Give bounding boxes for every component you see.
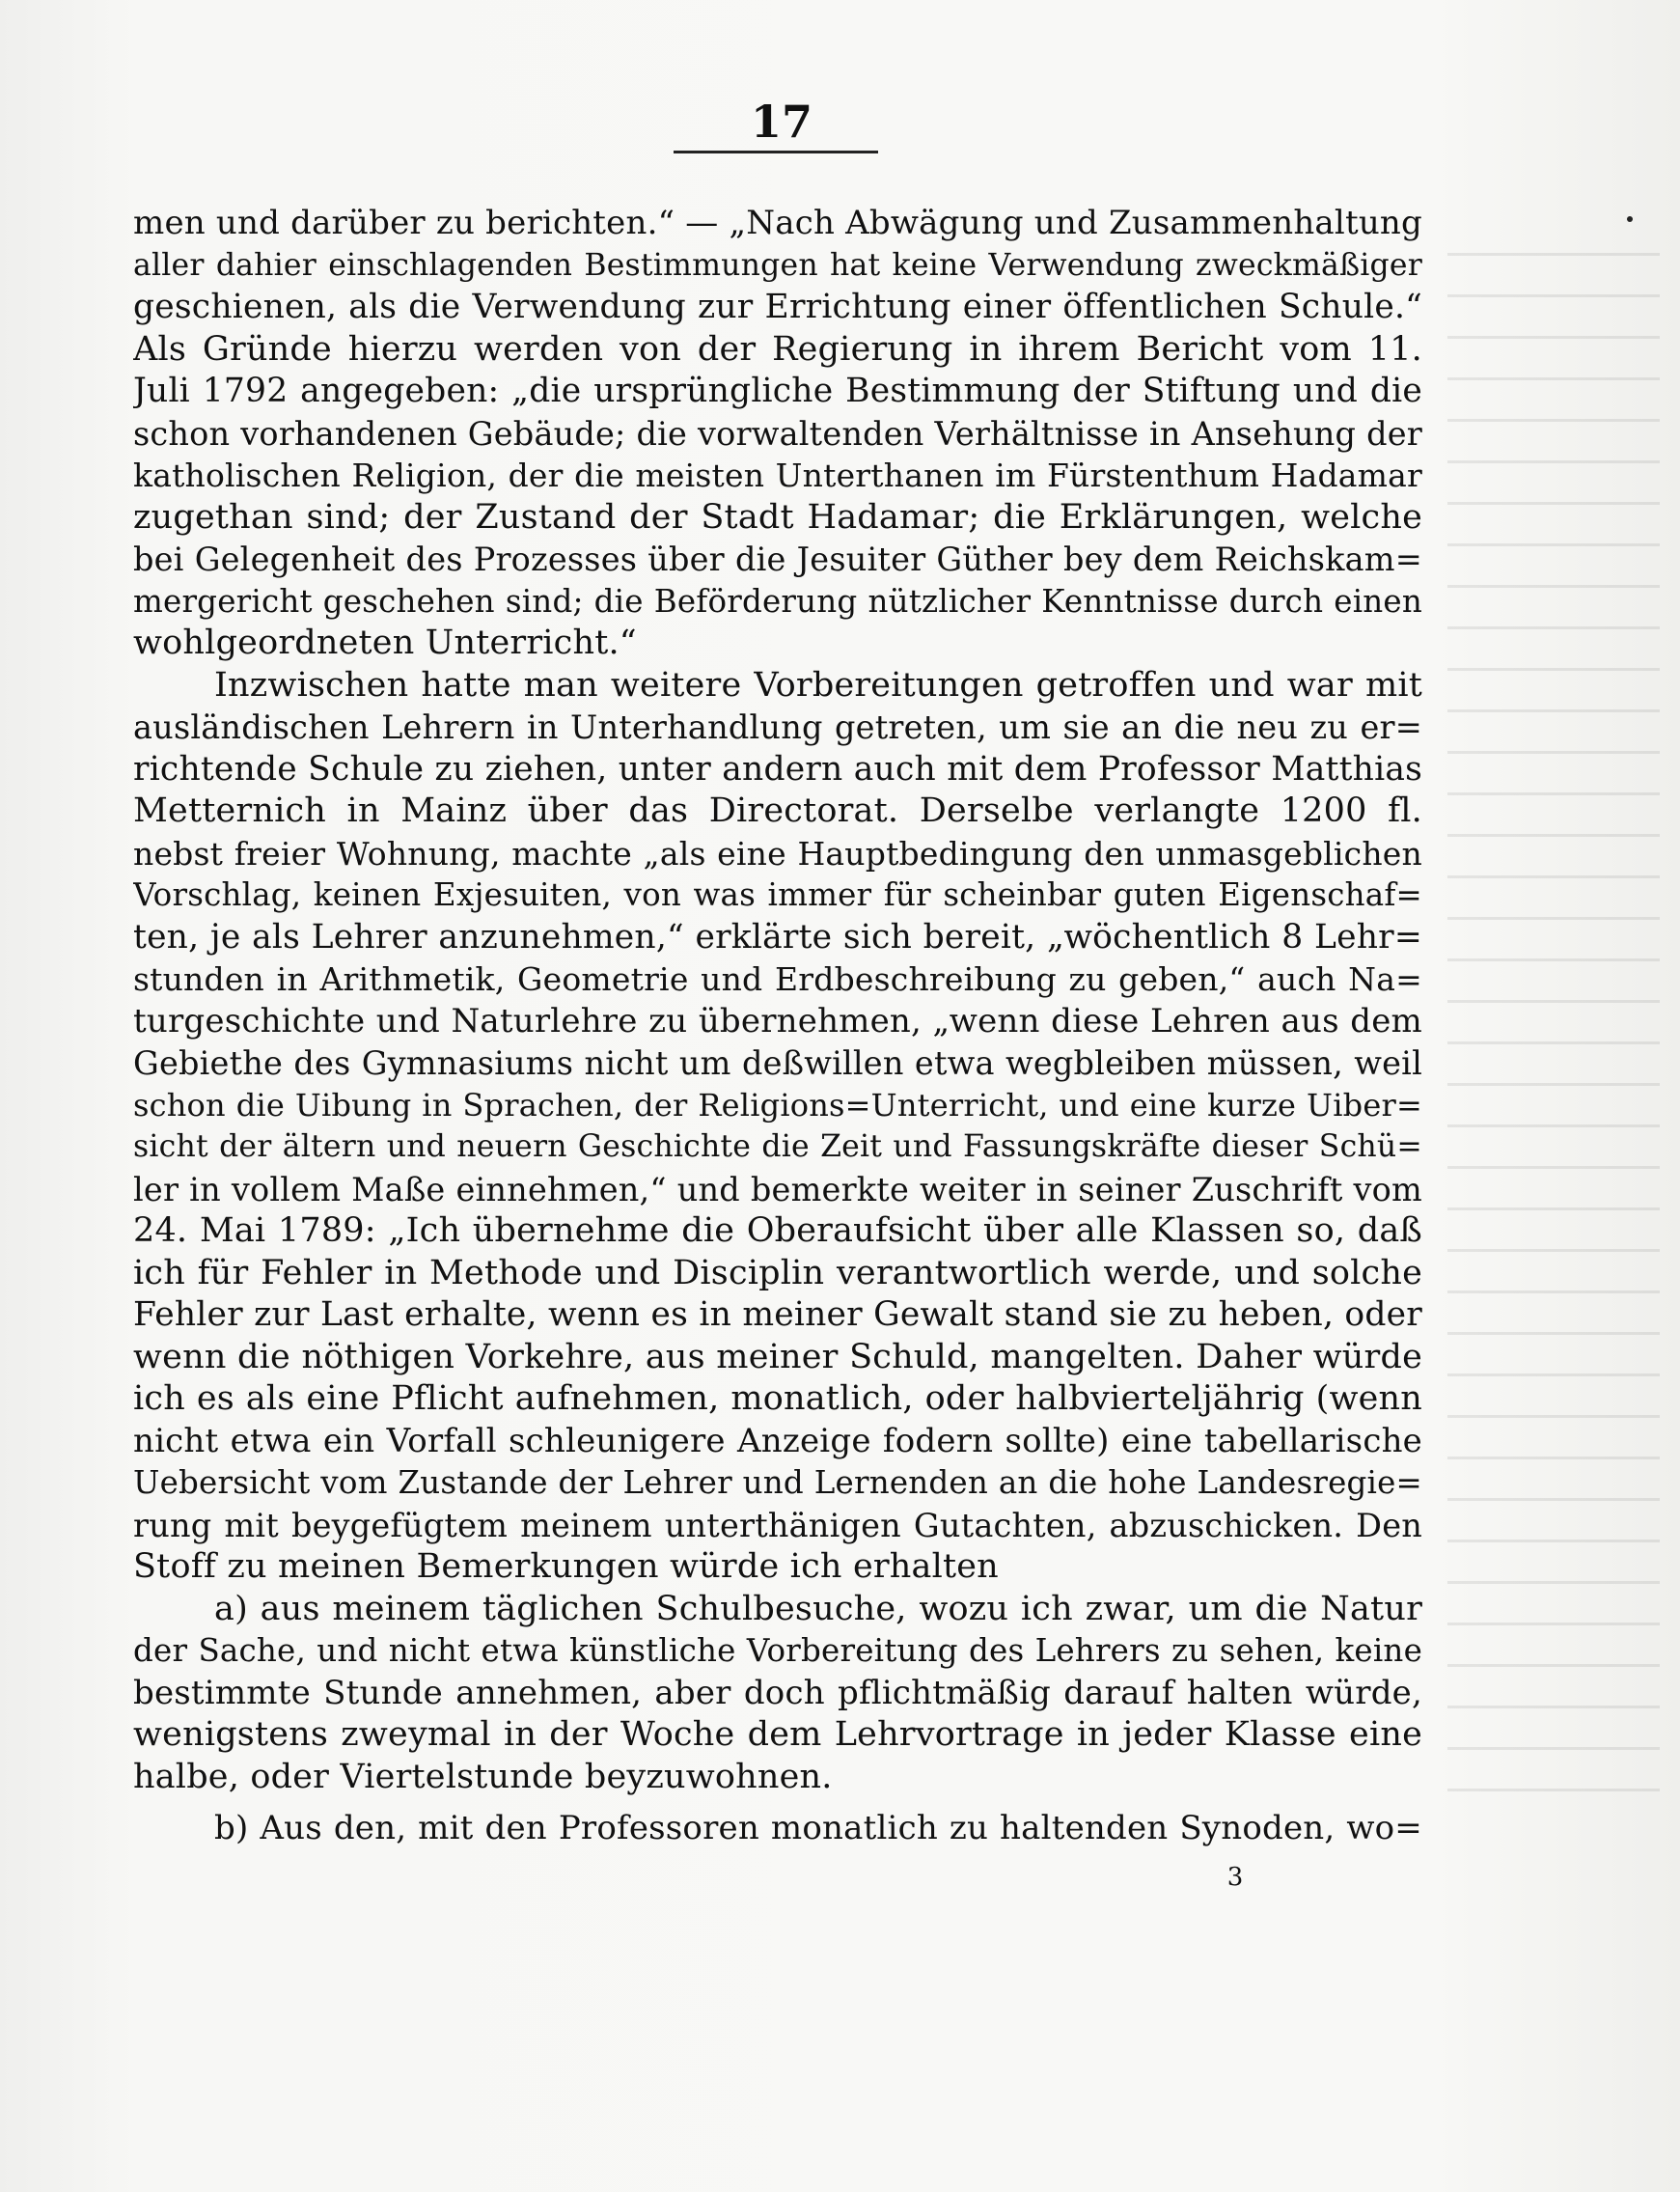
header-rule: [674, 151, 878, 153]
page-number: 17: [750, 96, 812, 148]
text-line: mergericht geschehen sind; die Beförderung nützlicher Kenntnisse durch einen: [133, 582, 1422, 620]
body-text: [133, 203, 1422, 1850]
text-line: Metternich in Mainz über das Directorat. Derselbe verlangte 1200 fl.: [133, 791, 1422, 830]
text-line: men und darüber zu berichten.“ — „Nach Abwägung und Zusammenhaltung: [133, 204, 1422, 242]
text-line: bestimmte Stunde annehmen, aber doch pflichtmäßig darauf halten würde,: [133, 1673, 1422, 1712]
text-line: katholischen Religion, der die meisten Unterthanen im Fürstenthum Hadamar: [133, 457, 1422, 494]
text-line: turgeschichte und Naturlehre zu übernehmen, „wenn diese Lehren aus dem: [133, 1001, 1422, 1041]
text-line: wohlgeordneten Unterricht.“: [133, 624, 637, 662]
text-line: schon die Uibung in Sprachen, der Religions=Unterricht, und eine kurze Uiber=: [133, 1086, 1422, 1124]
text-line: wenigstens zweymal in der Woche dem Lehrvortrage in jeder Klasse eine: [133, 1715, 1422, 1754]
ink-speck: [1627, 216, 1633, 222]
text-line: ler in vollem Maße einnehmen,“ und bemerkte weiter in seiner Zuschrift vom: [133, 1170, 1422, 1208]
text-line: Uebersicht vom Zustande der Lehrer und Lernenden an die hohe Landesregie=: [133, 1464, 1422, 1501]
text-line: geschienen, als die Verwendung zur Errichtung einer öffentlichen Schule.“: [133, 288, 1422, 326]
paragraph-start-line: Inzwischen hatte man weitere Vorbereitungen getroffen und war mit: [214, 665, 1422, 705]
text-line: Juli 1792 angegeben: „die ursprüngliche Bestimmung der Stiftung und die: [133, 372, 1422, 410]
text-line: bei Gelegenheit des Prozesses über die Jesuiter Güther bey dem Reichskam=: [133, 541, 1422, 578]
list-item-a-line: a) aus meinem täglichen Schulbesuche, wozu ich zwar, um die Natur: [214, 1589, 1422, 1628]
text-line: zugethan sind; der Zustand der Stadt Hadamar; die Erklärungen, welche: [133, 497, 1422, 537]
text-line: ich es als eine Pflicht aufnehmen, monatlich, oder halbvierteljährig (wenn: [133, 1379, 1422, 1418]
signature-mark: 3: [1226, 1863, 1244, 1892]
text-line: Als Gründe hierzu werden von der Regierung in ihrem Bericht vom 11.: [133, 329, 1422, 369]
text-line: rung mit beygefügtem meinem unterthänigen Gutachten, abzuschicken. Den: [133, 1506, 1422, 1544]
text-line: richtende Schule zu ziehen, unter andern auch mit dem Professor Matthias: [133, 749, 1422, 789]
text-line: ausländischen Lehrern in Unterhandlung getreten, um sie an die neu zu er=: [133, 708, 1422, 746]
text-line: ich für Fehler in Methode und Disciplin verantwortlich werde, und solche: [133, 1253, 1422, 1292]
text-line: 24. Mai 1789: „Ich übernehme die Oberaufsicht über alle Klassen so, daß: [133, 1211, 1422, 1250]
list-item-b-line: b) Aus den, mit den Professoren monatlich zu haltenden Synoden, wo=: [214, 1809, 1422, 1847]
text-line: sicht der ältern und neuern Geschichte die Zeit und Fassungskräfte dieser Schü=: [133, 1129, 1422, 1164]
text-line: der Sache, und nicht etwa künstliche Vorbereitung des Lehrers zu sehen, keine: [133, 1632, 1422, 1669]
text-line: Fehler zur Last erhalte, wenn es in meiner Gewalt stand sie zu heben, oder: [133, 1295, 1422, 1334]
bleed-through-shadow: [1447, 232, 1660, 1824]
text-line: nicht etwa ein Vorfall schleunigere Anzeige fodern sollte) eine tabellarische: [133, 1421, 1422, 1460]
text-line: halbe, oder Viertelstunde beyzuwohnen.: [133, 1757, 833, 1796]
text-line: Vorschlag, keinen Exjesuiten, von was immer für scheinbar guten Eigenschaf=: [133, 876, 1422, 913]
text-line: Gebiethe des Gymnasiums nicht um deßwillen etwa wegbleiben müssen, weil: [133, 1044, 1422, 1082]
text-line: wenn die nöthigen Vorkehre, aus meiner Schuld, mangelten. Daher würde: [133, 1337, 1422, 1376]
text-line: aller dahier einschlagenden Bestimmungen hat keine Verwendung zweckmäßiger: [133, 247, 1422, 283]
text-line: Stoff zu meinen Bemerkungen würde ich erhalten: [133, 1547, 999, 1586]
text-line: ten, je als Lehrer anzunehmen,“ erklärte sich bereit, „wöchentlich 8 Lehr=: [133, 917, 1422, 957]
text-line: schon vorhandenen Gebäude; die vorwaltenden Verhältnisse in Ansehung der: [133, 414, 1422, 453]
text-line: nebst freier Wohnung, machte „als eine Hauptbedingung den unmasgeblichen: [133, 834, 1422, 873]
text-line: stunden in Arithmetik, Geometrie und Erdbeschreibung zu geben,“ auch Na=: [133, 960, 1422, 998]
